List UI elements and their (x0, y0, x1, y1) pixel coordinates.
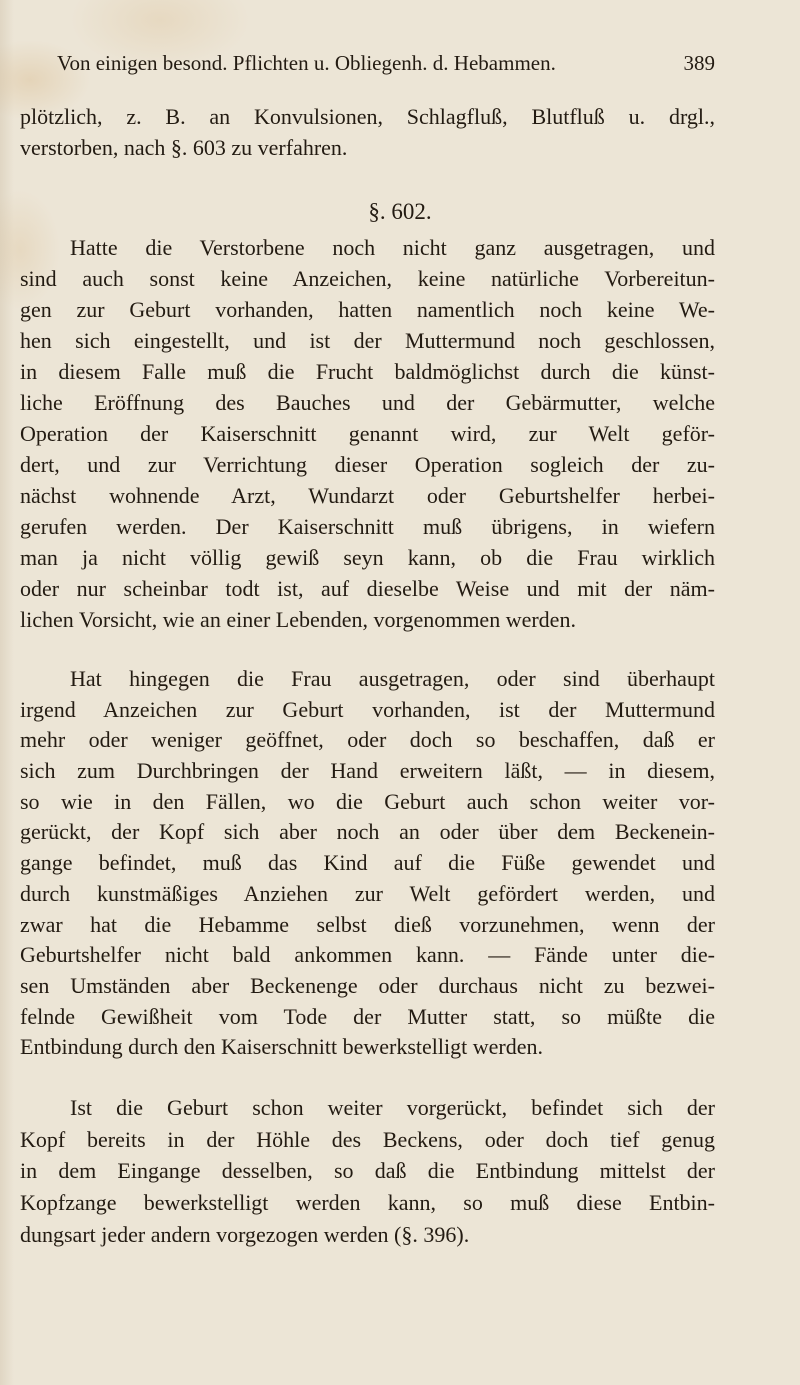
text-line: felnde Gewißheit vom Tode der Mutter statt, so müßte die (20, 1003, 715, 1029)
text-line: in dem Eingange desselben, so daß die Entbindung mittelst der (20, 1158, 715, 1184)
text-line: mehr oder weniger geöffnet, oder doch so beschaffen, daß er (20, 727, 715, 753)
text-line: in diesem Falle muß die Frucht baldmöglichst durch die künst- (20, 359, 715, 384)
paragraph-continuation (20, 101, 715, 163)
text-line: hen sich eingestellt, und ist der Muttermund noch geschlossen, (20, 328, 715, 353)
text-line: so wie in den Fällen, wo die Geburt auch schon weiter vor- (20, 788, 715, 814)
text-line: gerückt, der Kopf sich aber noch an oder über dem Beckenein- (20, 819, 715, 845)
text-line: Hatte die Verstorbene noch nicht ganz ausgetragen, und (70, 235, 715, 260)
text-line: irgend Anzeichen zur Geburt vorhanden, ist der Muttermund (20, 696, 715, 722)
text-line: nächst wohnende Arzt, Wundarzt oder Geburtshelfer herbei- (20, 483, 715, 508)
page-number: 389 (683, 51, 715, 75)
text-line: oder nur scheinbar todt ist, auf dieselbe Weise und mit der näm- (20, 576, 715, 601)
text-line: zwar hat die Hebamme selbst dieß vorzunehmen, wenn der (20, 911, 715, 937)
text-line: Hat hingegen die Frau ausgetragen, oder sind überhaupt (70, 666, 715, 691)
text-line: sen Umständen aber Beckenenge oder durchaus nicht zu bezwei- (20, 972, 715, 998)
text-line: Entbindung durch den Kaiserschnitt bewerkstelligt werden. (20, 1034, 543, 1060)
text-line: Kopf bereits in der Höhle des Beckens, oder doch tief genug (20, 1126, 715, 1152)
text-line: verstorben, nach §. 603 zu verfahren. (20, 135, 348, 160)
text-line: lichen Vorsicht, wie an einer Lebenden, vorgenommen werden. (20, 607, 576, 632)
section-heading: §. 602. (368, 199, 432, 224)
text-line: dungsart jeder andern vorgezogen werden (§. 396). (20, 1221, 470, 1247)
text-line: sich zum Durchbringen der Hand erweitern läßt, — in diesem, (20, 758, 715, 784)
text-line: Kopfzange bewerkstelligt werden kann, so muß diese Entbin- (20, 1190, 715, 1216)
text-line: durch kunstmäßiges Anziehen zur Welt gefördert werden, und (20, 880, 715, 906)
text-line: Geburtshelfer nicht bald ankommen kann. — Fände unter die- (20, 942, 715, 968)
text-line: gen zur Geburt vorhanden, hatten namentlich noch keine We- (20, 297, 715, 322)
paragraph-2 (20, 664, 715, 1063)
paragraph-3 (20, 1092, 715, 1250)
text-line: dert, und zur Verrichtung dieser Operation sogleich der zu- (20, 452, 715, 477)
text-line: sind auch sonst keine Anzeichen, keine natürliche Vorbereitun- (20, 266, 715, 291)
text-line: liche Eröffnung des Bauches und der Gebärmutter, welche (20, 390, 715, 415)
running-header: Von einigen besond. Pflichten u. Obliegenh. d. Hebammen. (57, 51, 556, 75)
text-line: Operation der Kaiserschnitt genannt wird, zur Welt geför- (20, 421, 715, 446)
text-line: Ist die Geburt schon weiter vorgerückt, befindet sich der (70, 1095, 715, 1120)
text-line: gerufen werden. Der Kaiserschnitt muß übrigens, in wiefern (20, 514, 715, 539)
paragraph-1 (20, 232, 715, 635)
text-line: plötzlich, z. B. an Konvulsionen, Schlagfluß, Blutfluß u. drgl., (20, 104, 715, 129)
text-line: man ja nicht völlig gewiß seyn kann, ob die Frau wirklich (20, 545, 715, 570)
text-line: gange befindet, muß das Kind auf die Füße gewendet und (20, 850, 715, 876)
